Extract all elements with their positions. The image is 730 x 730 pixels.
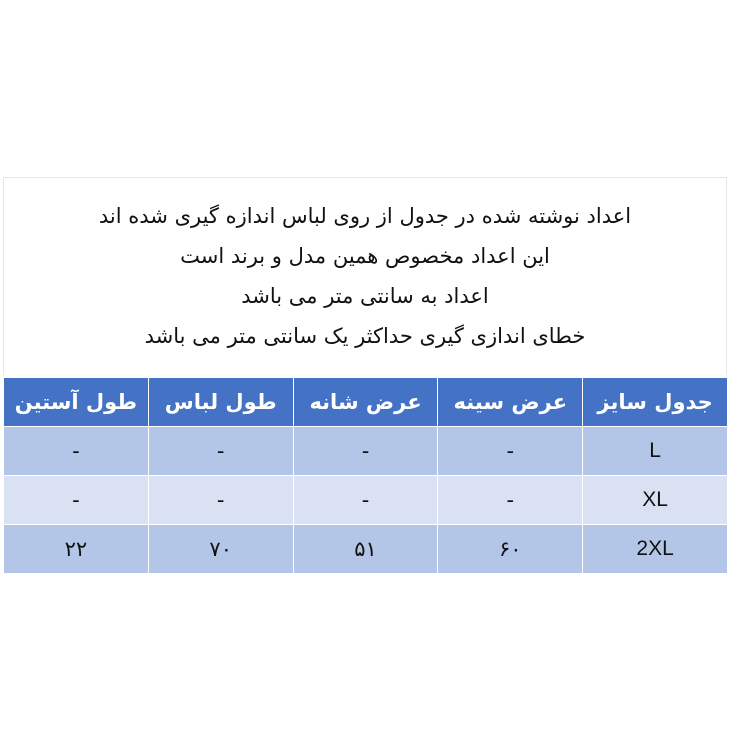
size-table <box>3 377 728 574</box>
cell-chest-width: - <box>438 427 583 476</box>
table-row <box>4 525 728 574</box>
header-sleeve-length: طول آستین <box>4 378 149 427</box>
table-row <box>4 476 728 525</box>
cell-shoulder-width: ۵۱ <box>293 525 438 574</box>
cell-size: L <box>583 427 728 476</box>
cell-sleeve-length: - <box>4 427 149 476</box>
cell-garment-length: - <box>148 427 293 476</box>
cell-chest-width: ۶۰ <box>438 525 583 574</box>
notes-panel <box>3 177 727 375</box>
note-line-2: این اعداد مخصوص همین مدل و برند است <box>180 244 550 268</box>
cell-garment-length: - <box>148 476 293 525</box>
cell-sleeve-length: - <box>4 476 149 525</box>
table-row <box>4 427 728 476</box>
cell-size: XL <box>583 476 728 525</box>
cell-garment-length: ۷۰ <box>148 525 293 574</box>
header-garment-length: طول لباس <box>148 378 293 427</box>
cell-size: 2XL <box>583 525 728 574</box>
cell-shoulder-width: - <box>293 476 438 525</box>
header-shoulder-width: عرض شانه <box>293 378 438 427</box>
cell-sleeve-length: ۲۲ <box>4 525 149 574</box>
cell-chest-width: - <box>438 476 583 525</box>
note-line-4: خطای اندازی گیری حداکثر یک سانتی متر می باشد <box>144 324 586 348</box>
header-chest-width: عرض سینه <box>438 378 583 427</box>
note-line-3: اعداد به سانتی متر می باشد <box>241 284 489 308</box>
note-line-1: اعداد نوشته شده در جدول از روی لباس اندازه گیری شده اند <box>98 204 632 228</box>
cell-shoulder-width: - <box>293 427 438 476</box>
table-header-row <box>4 378 728 427</box>
header-size: جدول سایز <box>583 378 728 427</box>
